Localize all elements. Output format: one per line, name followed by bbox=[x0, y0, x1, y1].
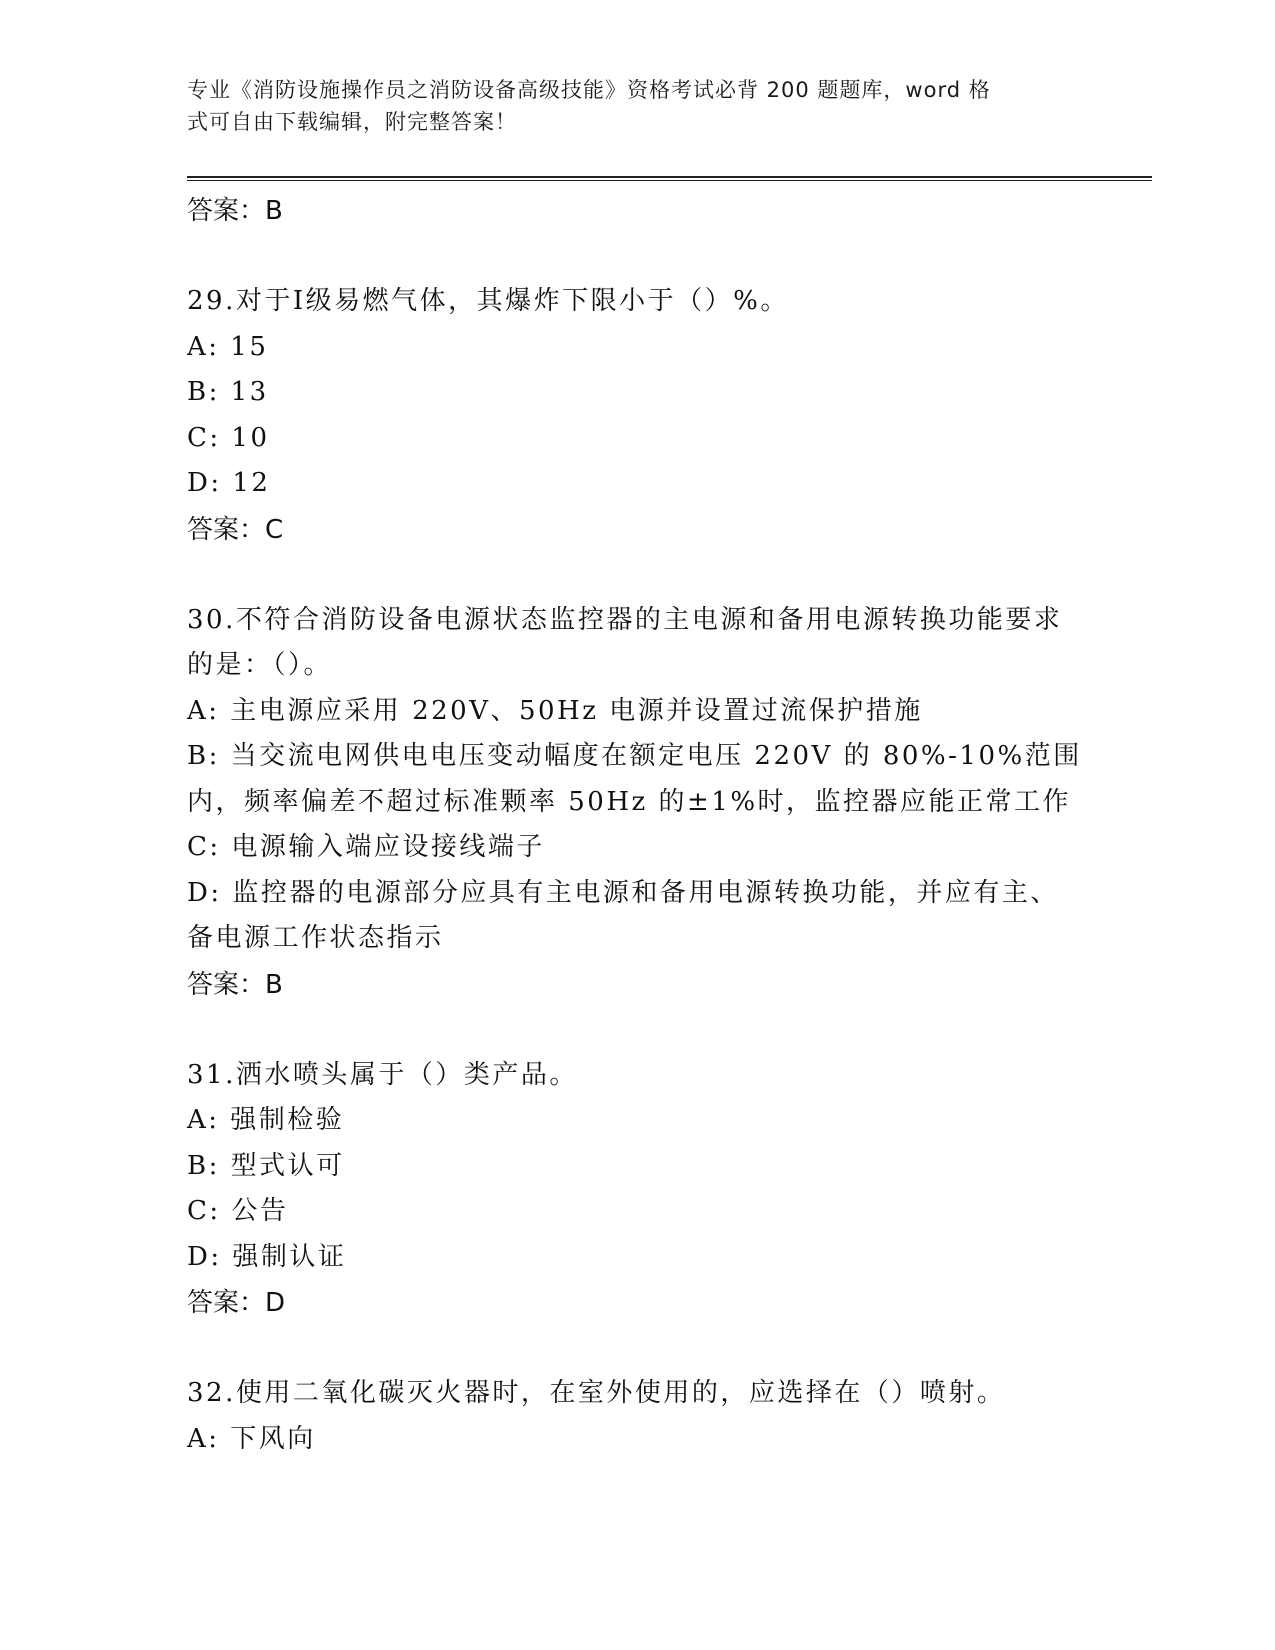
option-a: A: 15 bbox=[187, 331, 269, 362]
header-divider bbox=[187, 176, 1152, 181]
option-d: D: 强制认证 bbox=[187, 1241, 347, 1272]
question-text: 29.对于Ⅰ级易燃气体，其爆炸下限小于（）%。 bbox=[187, 286, 789, 316]
option-b: B: 型式认可 bbox=[187, 1150, 345, 1181]
option-c: C: 10 bbox=[187, 422, 270, 453]
answer-28: 答案：B bbox=[187, 196, 283, 226]
option-a: A: 下风向 bbox=[187, 1423, 316, 1454]
option-c: C: 公告 bbox=[187, 1196, 289, 1226]
option-d: D: 12 bbox=[187, 468, 271, 498]
option-a: A: 主电源应采用 220V、50Hz 电源并设置过流保护措施 bbox=[187, 695, 923, 726]
question-text: 32.使用二氧化碳灭火器时，在室外使用的，应选择在（）喷射。 bbox=[187, 1378, 1006, 1408]
question-list bbox=[187, 188, 1087, 1462]
page-header bbox=[187, 74, 1067, 138]
question-29 bbox=[187, 279, 1087, 553]
question-31 bbox=[187, 1053, 1087, 1327]
question-text: 30.不符合消防设备电源状态监控器的主电源和备用电源转换功能要求的是：（）。 bbox=[187, 604, 1063, 680]
option-c: C: 电源输入端应设接线端子 bbox=[187, 832, 545, 862]
question-30 bbox=[187, 598, 1087, 1008]
answer: 答案：B bbox=[187, 969, 283, 1000]
question-32 bbox=[187, 1371, 1087, 1462]
answer: 答案：D bbox=[187, 1288, 286, 1318]
option-b: B: 当交流电网供电电压变动幅度在额定电压 220V 的 80%-10%范围内，频率偏差不超过标准颗率 50Hz 的±1%时，监控器应能正常工作 bbox=[187, 741, 1082, 817]
header-line-2: 式可自由下载编辑，附完整答案！ bbox=[187, 110, 517, 134]
option-b: B: 13 bbox=[187, 377, 269, 407]
option-a: A: 强制检验 bbox=[187, 1105, 345, 1135]
header-line-1: 专业《消防设施操作员之消防设备高级技能》资格考试必背 200 题题库，word 格 bbox=[187, 78, 991, 102]
option-d: D: 监控器的电源部分应具有主电源和备用电源转换功能，并应有主、备电源工作状态指示 bbox=[187, 877, 1059, 953]
answer: 答案：C bbox=[187, 514, 284, 545]
question-text: 31.洒水喷头属于（）类产品。 bbox=[187, 1059, 578, 1090]
